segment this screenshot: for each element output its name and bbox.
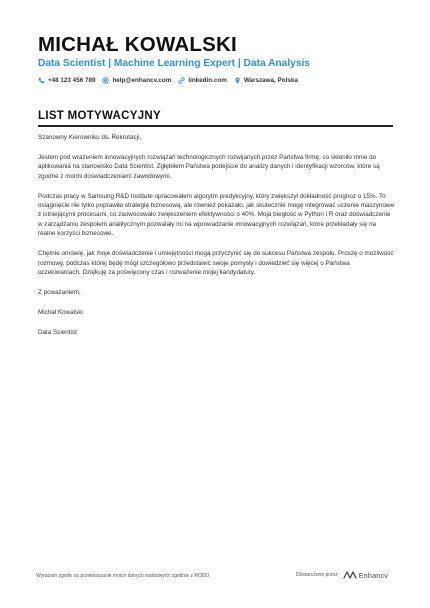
contact-email-text: help@enhancv.com — [112, 77, 172, 84]
location-pin-icon — [234, 77, 241, 84]
letter-paragraph-1: Jestem pod wrażeniem innowacyjnych rozwiązań technologicznych rozwijanych przez Państwa firmę, co skłoniło mnie do aplikowania na stanowisko Data Scientist. Zgłębiłem Państwa podejście do analizy danych i identyfikacji wzorców, które są zgodne z moimi doświadczeniami zawodowymi. — [38, 153, 380, 180]
signature-name: Michał Kowalski — [38, 308, 83, 316]
letter-body — [38, 133, 394, 337]
contact-location — [234, 77, 298, 84]
contact-bar — [38, 77, 305, 84]
candidate-headline: Data Scientist | Machine Learning Expert | Data Analysis — [38, 58, 310, 69]
candidate-name: MICHAŁ KOWALSKI — [38, 33, 237, 56]
enhancv-wordmark: Enhancv — [358, 570, 389, 580]
gdpr-consent: Wyrażam zgodę na przetwarzanie moich danych osobowych zgodnie z RODO — [36, 573, 210, 579]
contact-location-text: Warszawa, Polska — [243, 77, 298, 84]
contact-phone-text: +48 123 456 789 — [48, 77, 96, 84]
at-icon — [102, 77, 109, 84]
letter-paragraph-3: Chętnie omówię, jak moje doświadczenie i umiejętności mogą przyczynić się do sukcesu Państwa zespołu. Proszę o możliwość rozmowy, podczas której będę mógł szczegółowo przedstawić swoje pomysły i dowiedzieć się więcej o Państwa oczekiwaniach. Dziękuję za poświęcony czas i rozważenie mojej kandydatury. — [38, 250, 394, 276]
contact-linkedin[interactable] — [178, 77, 227, 84]
footer-branding — [296, 570, 388, 580]
letter-salutation: Szanowny Kierowniku ds. Rekrutacji, — [38, 134, 142, 141]
provided-by-label: Dostarczone przez — [296, 572, 338, 578]
phone-icon — [38, 77, 45, 84]
contact-linkedin-text: linkedin.com — [188, 77, 227, 84]
contact-phone — [38, 77, 95, 84]
enhancv-logo[interactable] — [343, 570, 388, 580]
contact-email[interactable] — [102, 77, 171, 84]
signature-title: Data Scientist — [38, 328, 77, 336]
link-icon — [178, 77, 185, 84]
enhancv-mark-icon — [343, 570, 357, 580]
letter-closing: Z poważaniem, — [38, 288, 81, 296]
letter-paragraph-2: Podczas pracy w Samsung R&D Institute opracowałem algorytm predykcyjny, który zwiększył dokładność prognoz o 15%. To osiągnięcie nie tylko poprawiło strategię biznesową, ale również pokazało, jak skutecznie mogę integrować uczenie maszynowe z istniejącymi procesami, co zaowocowało zwiększeniem efektywności o 40%. Moja biegłość w Python i R oraz doświadczenie w zarządzaniu zespołem analitycznym pozwalały mi na wprowadzanie innowacyjnych rozwiązań, które przekładały się na realne korzyści biznesowe. — [38, 192, 394, 238]
section-title: LIST MOTYWACYJNY — [38, 110, 162, 122]
section-divider — [38, 125, 393, 127]
